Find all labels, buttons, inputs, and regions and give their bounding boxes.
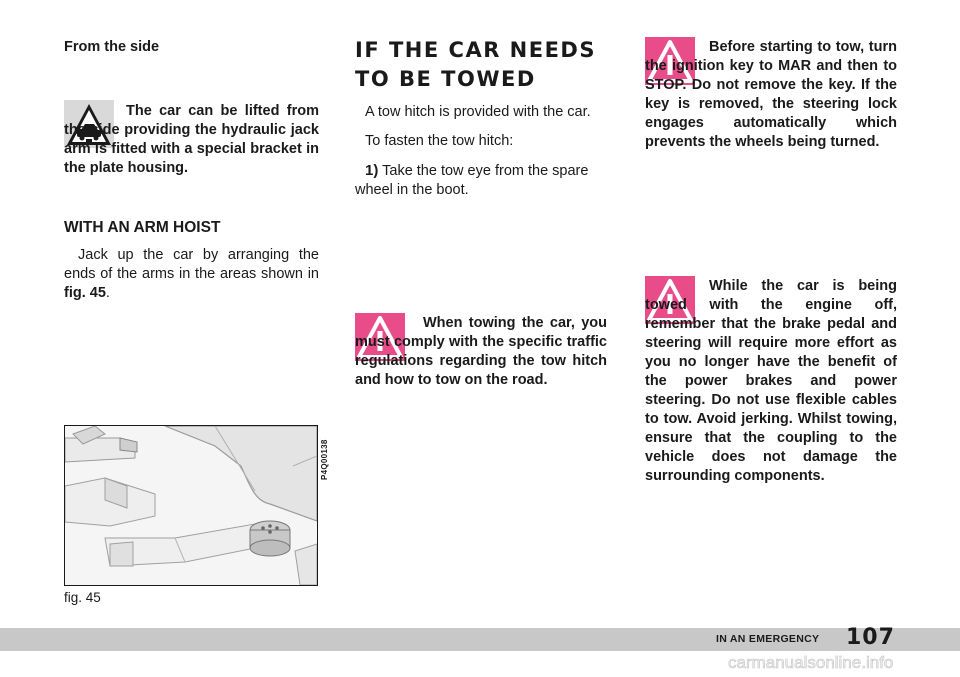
towing-regulations-warning: When towing the car, you must comply with the specific traffic regulations regarding the tow hitch and how to tow on the road. <box>355 315 607 388</box>
figure-reference: fig. 45 <box>64 285 106 301</box>
ignition-key-warning: Before starting to tow, turn the ignition key to MAR and then to STOP. Do not remove the key. If the key is removed, the steering lock engages automatically which prevents the wheels being turned. <box>645 39 897 150</box>
watermark-text: carmanualsonline.info <box>728 653 894 672</box>
tow-hitch-instruction: To fasten the tow hitch: <box>365 133 514 149</box>
arm-hoist-text: Jack up the car by arranging the ends of the arms in the areas shown in <box>64 247 319 282</box>
footer-section-name: IN AN EMERGENCY <box>716 633 820 645</box>
tow-step-1 <box>355 161 607 200</box>
step-1-number: 1) <box>365 162 379 179</box>
arm-hoist-paragraph <box>64 246 319 303</box>
section-title-line-1: IF THE CAR NEEDS <box>355 38 596 62</box>
section-title <box>355 36 596 94</box>
page-number: 107 <box>846 625 895 650</box>
side-lift-warning-text: The car can be lifted from the side providing the hydraulic jack arm is fitted with a special bracket in the plate housing. <box>64 103 319 176</box>
tow-hitch-intro: A tow hitch is provided with the car. <box>365 104 591 120</box>
section-title-line-2: TO BE TOWED <box>355 67 536 91</box>
figure-caption: fig. 45 <box>64 590 101 605</box>
arm-hoist-text-end: . <box>105 285 110 301</box>
engine-off-towing-warning: While the car is being towed with the engine off, remember that the brake pedal and steering will require more effort as you no longer have the benefit of the power brakes and power steering. Do not use flexible cables to tow. Avoid jerking. Whilst towing, ensure that the coupling to the vehicle does not damage the surrounding components. <box>645 278 897 484</box>
figure-code-text: P4Q00138 <box>320 439 329 480</box>
subheading-from-the-side: From the side <box>64 39 160 55</box>
step-1-text: Take the tow eye from the spare wheel in the boot. <box>355 163 589 198</box>
figure-code <box>318 422 332 482</box>
figure-45-illustration <box>64 425 318 586</box>
heading-with-an-arm-hoist: WITH AN ARM HOIST <box>64 219 221 236</box>
